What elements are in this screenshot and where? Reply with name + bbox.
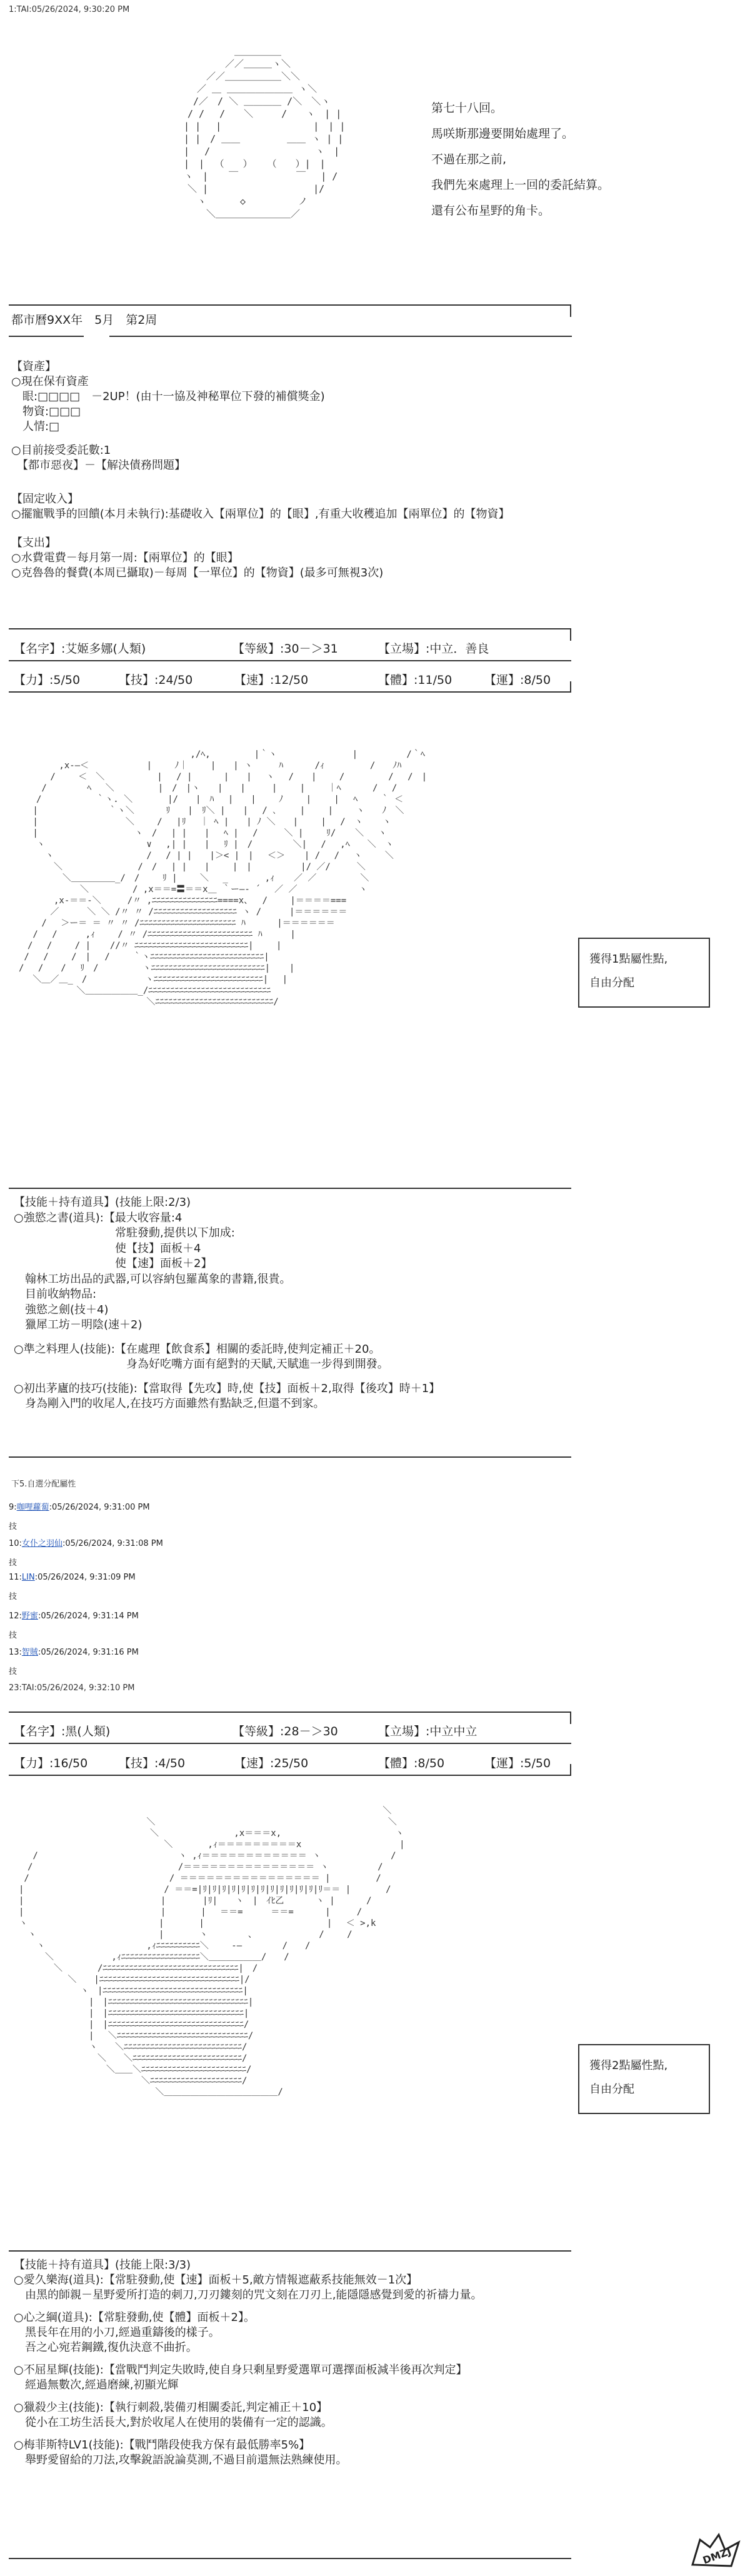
post-meta: 1:TAI:05/26/2024, 9:30:20 PM [9,5,130,14]
reply-item: 13:智賊:05/26/2024, 9:31:16 PM 技 [9,1648,139,1676]
character-ascii-art-kuro: ＼ ＼ ＼ ＼ ,x＝＝＝x, ヽ ＼ ,ｨ＝＝＝＝＝＝＝＝＝x | / ヽ ,ｨ＝＝＝＝＝＝＝＝＝＝＝＝ ヽ / / /＝＝＝＝＝＝＝＝＝＝＝＝＝＝＝ ヽ / / / ＝＝＝＝＝＝＝＝＝＝＝＝＝＝＝＝ | / | / ＝＝=|ﾘ|ﾘ|ﾘ|ﾘ|ﾘ|ﾘ|ﾘ|ﾘ|ﾘ|ﾘ|ﾘ|ﾘ|ﾘ＝＝ | / | | |ﾘ| ヽ | ｲﾋ乙 ヽ | / | | | ＝＝= ＝＝= | / ヽ | | | ＜ >,k ヽ | ヽ 、 / / ヽ ,ｨﾆﾆﾆﾆﾆﾆﾆﾆﾆﾆ＼ ‐― / / ＼ ,ｨﾆﾆﾆﾆﾆﾆﾆﾆﾆﾆﾆﾆﾆﾆﾆﾆﾆﾆ＼＿＿＿＿＿＿/ / ＼ /ﾆﾆﾆﾆﾆﾆﾆﾆﾆﾆﾆﾆﾆﾆﾆﾆﾆﾆﾆﾆﾆﾆﾆﾆﾆﾆﾆﾆﾆﾆﾆ| / ＼ |ﾆﾆﾆﾆﾆﾆﾆﾆﾆﾆﾆﾆﾆﾆﾆﾆﾆﾆﾆﾆﾆﾆﾆﾆﾆﾆﾆﾆﾆﾆﾆﾆ|/ ヽ |ﾆﾆﾆﾆﾆﾆﾆﾆﾆﾆﾆﾆﾆﾆﾆﾆﾆﾆﾆﾆﾆﾆﾆﾆﾆﾆﾆﾆﾆﾆﾆﾆ| | |ﾆﾆﾆﾆﾆﾆﾆﾆﾆﾆﾆﾆﾆﾆﾆﾆﾆﾆﾆﾆﾆﾆﾆﾆﾆﾆﾆﾆﾆﾆﾆﾆ| | |ﾆﾆﾆﾆﾆﾆﾆﾆﾆﾆﾆﾆﾆﾆﾆﾆﾆﾆﾆﾆﾆﾆﾆﾆﾆﾆﾆﾆﾆﾆﾆ| | |ﾆﾆﾆﾆﾆﾆﾆﾆﾆﾆﾆﾆﾆﾆﾆﾆﾆﾆﾆﾆﾆﾆﾆﾆﾆﾆﾆﾆﾆﾆﾆ/ | ＼ﾆﾆﾆﾆﾆﾆﾆﾆﾆﾆﾆﾆﾆﾆﾆﾆﾆﾆﾆﾆﾆﾆﾆﾆﾆﾆﾆﾆﾆﾆ/ ヽ ＼ﾆﾆﾆﾆﾆﾆﾆﾆﾆﾆﾆﾆﾆﾆﾆﾆﾆﾆﾆﾆﾆﾆﾆﾆﾆﾆﾆ/ ＼ ＼ﾆﾆﾆﾆﾆﾆﾆﾆﾆﾆﾆﾆﾆﾆﾆﾆﾆﾆﾆﾆﾆﾆﾆﾆﾆ/ ＼＿＿＼ﾆﾆﾆﾆﾆﾆﾆﾆﾆﾆﾆﾆﾆﾆﾆﾆﾆﾆﾆﾆﾆﾆﾆﾆ/ ＼ﾆﾆﾆﾆﾆﾆﾆﾆﾆﾆﾆﾆﾆﾆﾆﾆﾆﾆﾆﾆﾆ/ ＼＿＿＿＿＿＿＿＿＿＿＿＿＿/ [19,1806,405,2097]
char2-stance: 【立場】:中立中立 [378,1725,478,1738]
vote-head: 下5.自選分配屬性 [11,1480,76,1489]
char1-luck: 【運】:8/50 [484,673,551,687]
char1-tech: 【技】:24/50 [119,673,193,687]
character-ascii-art-edna: ,/ﾍ, |｀ヽ | /｀ﾍ ,x-―＜ | ﾉ｜ | | ヽ ﾊ /ｨ / ﾉﾊ / ＜ ＼ | / | | | ヽ / | / / / | / ﾍ ＼ | / |ヽ | | | | ｜ﾍ / / / ｀ヽ. ＼ |/ | ﾊ | | ﾉ | | ﾍ ｀ ＜ | ｀ヽ＼ ﾘ | ﾘ＼ | | / ､ | | ヽ ﾉ ＼ | ＼ / |ﾘ ｜ ﾍ | | ﾉ ＼ | | / ヽ ヽ | ヽ / | | | ﾍ | / ＼ | ﾘ/ ＼ ヽ ヽ ∨ ,| | | ﾘ | / ＼| / ,ﾍ ＼ ヽ ヽ / / | | |＞< | | ＜＞ | / / ヽ ＼ ＼ / / | | | | | |/ ／/ ＼ ＼＿＿＿＿＿_/ / ﾘ | ＼ _ ,ｨ ／ ／ ＼ ＼ / ,x＝＝=〓＝＝x＿ ｀ー―‐ ´ ／ ／ ヽ ,x‐＝＝-＼ /〃 ,ﾆﾆﾆﾆﾆﾆﾆﾆﾆﾆﾆﾆﾆﾆﾆ====x、 / |＝＝＝＝=== ／ ＼ ＼ /〃 〃 /ﾆﾆﾆﾆﾆﾆﾆﾆﾆﾆﾆﾆﾆﾆﾆﾆﾆﾆﾆ ヽ / |＝＝＝＝＝＝ / ＞ー＝ ＝ 〃 〃 /ﾆﾆﾆﾆﾆﾆﾆﾆﾆﾆﾆﾆﾆﾆﾆﾆﾆﾆﾆﾆﾆﾆ ﾊ |＝＝＝＝＝＝ / / ,ｨ / 〃 /ﾆﾆﾆﾆﾆﾆﾆﾆﾆﾆﾆﾆﾆﾆﾆﾆﾆﾆﾆﾆﾆﾆﾆﾆ ﾊ | / / / | //〃 ﾆﾆﾆﾆﾆﾆﾆﾆﾆﾆﾆﾆﾆﾆﾆﾆﾆﾆﾆﾆﾆﾆﾆﾆﾆﾆ| | / / / | / ｀ヽﾆﾆﾆﾆﾆﾆﾆﾆﾆﾆﾆﾆﾆﾆﾆﾆﾆﾆﾆﾆﾆﾆﾆﾆﾆﾆ| / / / ﾘ / ヽﾆﾆﾆﾆﾆﾆﾆﾆﾆﾆﾆﾆﾆﾆﾆﾆﾆﾆﾆﾆﾆﾆﾆﾆﾆﾆ| | ＼＿／＿_ / ヽﾆﾆﾆﾆﾆﾆﾆﾆﾆﾆﾆﾆﾆﾆﾆﾆﾆﾆﾆﾆﾆﾆﾆﾆﾆ| | ＼＿＿＿＿＿＿_/ﾆﾆﾆﾆﾆﾆﾆﾆﾆﾆﾆﾆﾆﾆﾆﾆﾆﾆﾆﾆﾆﾆﾆﾆﾆﾆﾆﾆ ＼ﾆﾆﾆﾆﾆﾆﾆﾆﾆﾆﾆﾆﾆﾆﾆﾆﾆﾆﾆﾆﾆﾆﾆﾆﾆﾆﾆ/ [19,749,428,1007]
attribute-point-notice: 獲得1點屬性點, 自由分配 [578,938,710,1008]
char1-level: 【等級】:30－＞31 [232,642,338,656]
divider [9,2250,571,2252]
post-meta: 23:TAI:05/26/2024, 9:32:10 PM [9,1683,135,1693]
divider [9,628,571,629]
divider [570,681,571,692]
divider [9,1711,571,1713]
char2-level: 【等級】:28－＞30 [232,1725,338,1738]
char2-tech: 【技】:4/50 [119,1757,186,1770]
divider [570,1764,571,1775]
reply-user-link[interactable]: 野蜜 [21,1611,38,1621]
reply-user-link[interactable]: 咖哩蘿蔔 [16,1503,49,1512]
reply-user-link[interactable]: 智賊 [21,1648,38,1657]
char2-spd: 【速】:25/50 [234,1757,309,1770]
attribute-point-notice: 獲得2點屬性點, 自由分配 [578,2044,710,2114]
intro-text: 第七十八回。 馬咲斯那邊要開始處理了。 不過在那之前, 我們先來處理上一回的委託結算。 還有公布星野的角卡。 [431,101,610,218]
char2-phys: 【體】:8/50 [378,1757,445,1770]
svg-text:DMZJ: DMZJ [701,2545,733,2567]
char2-str: 【力】:16/50 [14,1757,88,1770]
reply-item: 9:咖哩蘿蔔:05/26/2024, 9:31:00 PM 技 [9,1503,150,1531]
char2-name: 【名字】:黑(人類) [14,1725,111,1738]
char1-skills: 【技能＋持有道具】(技能上限:2/3) ○強慾之書(道具):【最大收容量:4 常駐發動,提供以下加成: 使【技】面板＋4 使【速】面板＋2】 翰林工坊出品的武器,可以容納包羅萬象的書籍,很貴。 目前收納物品: 強慾之劍(技＋4) 獵犀工坊－明陰(速＋2) ○準之料理人(技能):【在處理【飲食系】相關的委託時,使判定補正＋20。 身為好吃嘴方面有絕對的天賦,天賦進一步得到開發。 ○初出茅廬的技巧(技能):【當取得【先攻】時,使【技】面板＋2,取得【後攻】時＋1】 身為剛入門的收尾人,在技巧方面雖然有點缺乏,但還不到家。 [14,1196,441,1410]
char1-name: 【名字】:艾姬多娜(人類) [14,642,146,656]
divider [570,1711,571,1724]
reply-item: 10:女仆之羽仙:05/26/2024, 9:31:08 PM 技 [9,1539,163,1568]
char2-skills: 【技能＋持有道具】(技能上限:3/3) ○愛久樂海(道具):【常駐發動,使【速】面板＋5,敵方情報遮蔽系技能無效－1次】 由黑的師親－星野愛所打造的刺刀,刀刃鏤刻的咒文刻在刀刃上,能隱隱感覺到愛的祈禱力量。 ○心之綱(道具):【常駐發動,使【體】面板＋2】。 黑長年在用的小刀,經過重鑄後的樣子。 吾之心宛若鋼鐵,復仇決意不曲折。 ○不屈星輝(技能):【當戰鬥判定失敗時,使自身只剩星野愛選單可選擇面板減半後再次判定】 經過無數次,經過磨練,初顯光輝 ○獵殺少主(技能):【執行刺殺,裝備刃相關委託,判定補正＋10】 從小在工坊生活長大,對於收尾人在使用的裝備有一定的認識。 ○梅菲斯特LV1(技能):【戰鬥階段使我方保有最低勝率5%】 舉野愛留給的刀法,攻擊銳語說論莫測,不過目前還無法熟練使用。 [14,2258,482,2467]
reply-user-link[interactable]: LIN [21,1573,35,1582]
divider [9,660,571,661]
char1-stance: 【立場】:中立．善良 [378,642,489,656]
calendar-label: 都市曆9XX年 5月 第2周 [11,313,158,327]
reply-item: 11:LIN:05/26/2024, 9:31:09 PM 技 [9,1573,136,1601]
divider [9,336,84,337]
divider [9,2558,571,2559]
divider [9,1775,571,1776]
divider [9,304,571,306]
char1-phys: 【體】:11/50 [378,673,452,687]
reply-user-link[interactable]: 女仆之羽仙 [21,1539,62,1548]
divider [9,1456,571,1458]
divider [109,336,572,337]
char2-luck: 【運】:5/50 [484,1757,551,1770]
char1-str: 【力】:5/50 [14,673,81,687]
divider [9,1743,571,1744]
char1-spd: 【速】:12/50 [234,673,309,687]
site-logo [688,2528,744,2575]
reply-item: 12:野蜜:05/26/2024, 9:31:14 PM 技 [9,1611,139,1640]
divider [570,304,571,317]
assets-block: 【資產】 ○現在保有資產 眼:□□□□ －2UP！(由十一協及神秘單位下發的補償獎金) 物資:□□□ 人情:□ ○目前接受委託數:1 【都市惡夜】－【解決債務問題】 【固定收入】 ○擺寵戰爭的回饋(本月未執行):基礎收入【兩單位】的【眼】,有重大收穫追加【兩單位】的【物資】 【支出】 ○水費電費－每月第一周:【兩單位】的【眼】 ○克魯魯的餐費(本周已攝取)－每周【一單位】的【物資】(最多可無視3次) [11,360,510,579]
character-ascii-art-face: ＿＿＿＿＿ ／／＿＿＿ヽ＼ ／／＿＿＿＿＿＿＼＼ ／ ＿ ＿＿＿＿＿＿＿ ヽ＼ /／ / ＼ ＿＿＿＿ /＼ ＼ヽ / / / ＼ / ヽ | | | | | | | | | | / ＿＿ ＿＿ ヽ | | | / ヽ | | | （ ） （ ）| | ヽ | ￣ ￣ | / ＼ | |/ ヽ ◇ ノ ＼＿＿＿＿＿＿＿＿／ [184,46,346,219]
divider [9,691,571,693]
divider [570,628,571,641]
divider [9,1188,571,1189]
